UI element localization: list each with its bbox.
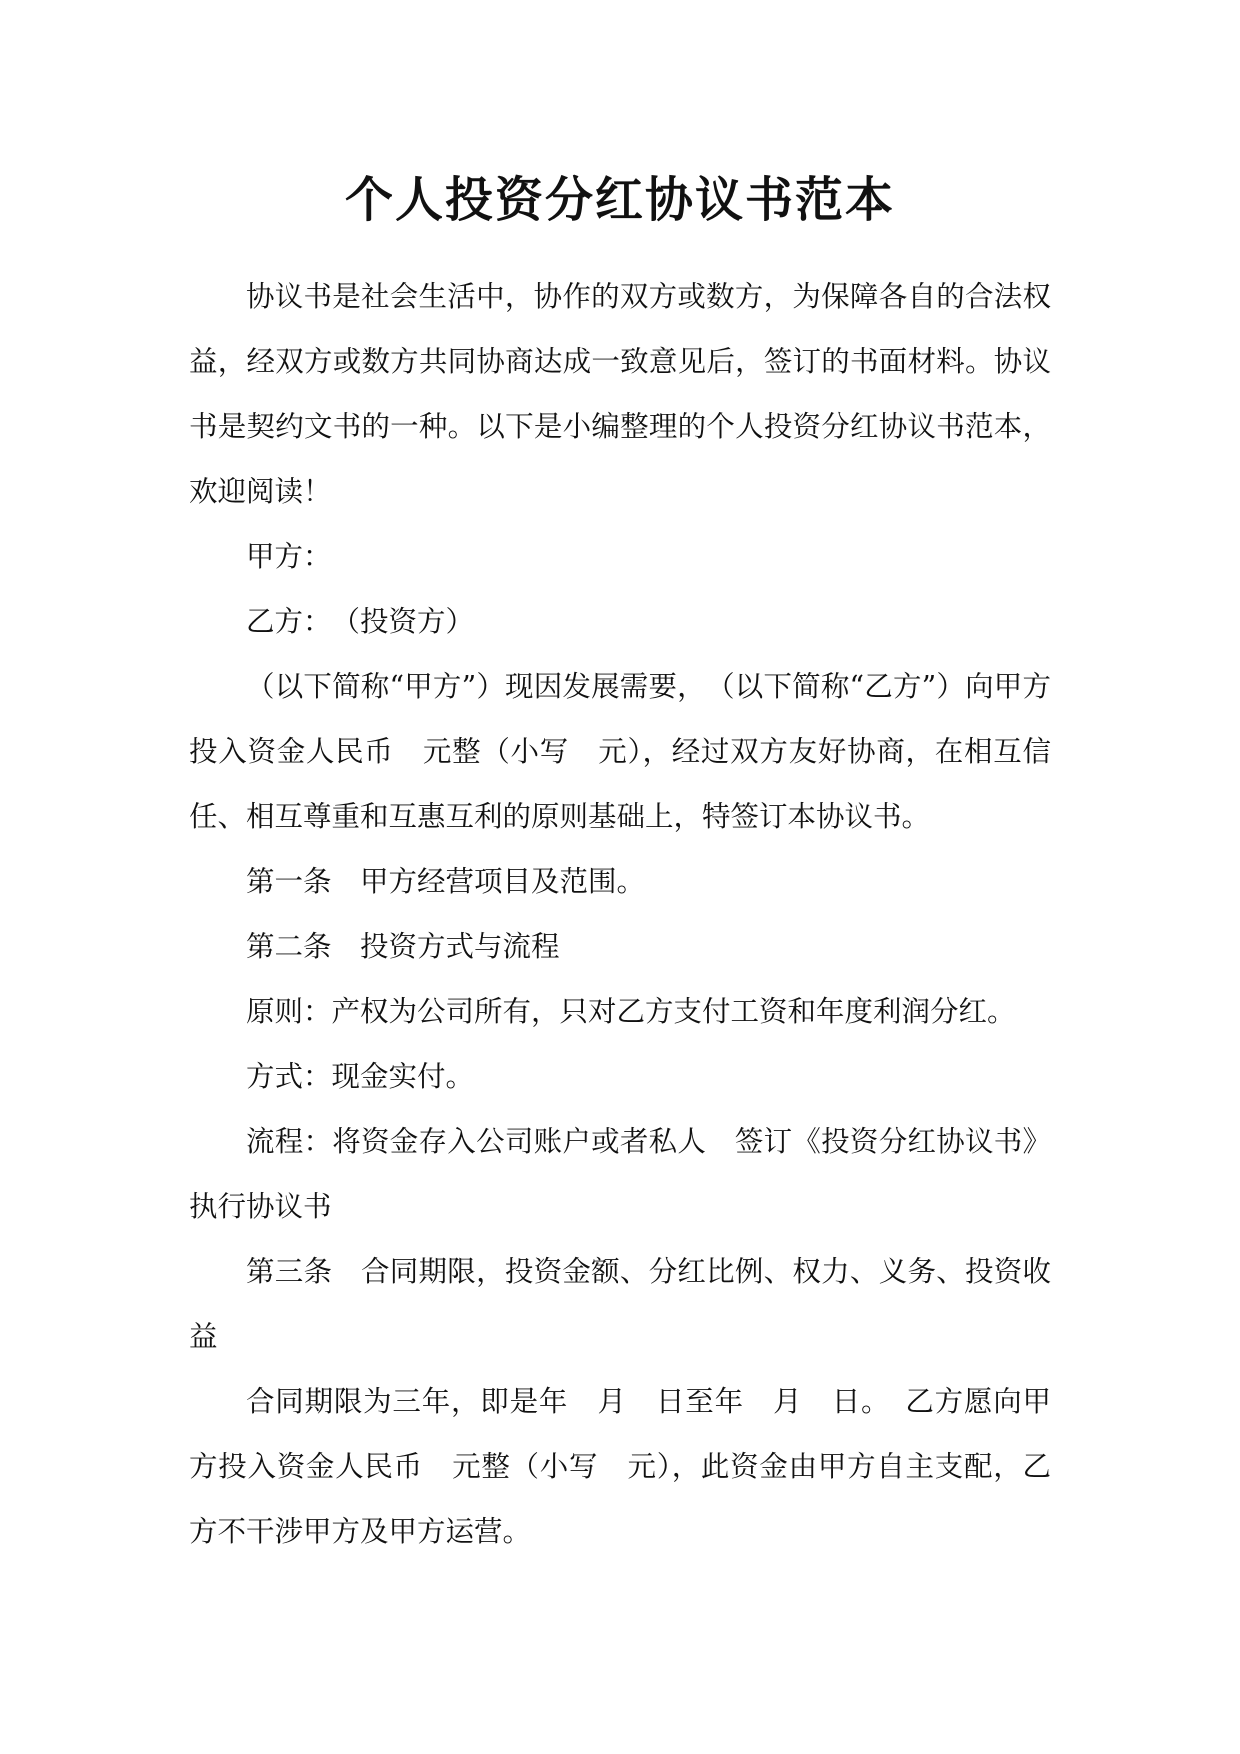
document-body bbox=[189, 264, 1051, 1564]
document-title: 个人投资分红协议书范本 bbox=[344, 172, 895, 228]
paragraph-preamble: （以下简称“甲方”）现因发展需要， （以下简称“乙方”）向甲方投入资金人民币 元整（小写 元），经过双方友好协商，在相互信任、相互尊重和互惠互利的原则基础上，特签订本协议书。 bbox=[189, 670, 1051, 833]
paragraph-method: 方式：现金实付。 bbox=[246, 1060, 475, 1093]
paragraph-process: 流程：将资金存入公司账户或者私人 签订《投资分红协议书》执行协议书 bbox=[189, 1125, 1051, 1223]
paragraph-article-3: 第三条 合同期限，投资金额、分红比例、权力、义务、投资收益 bbox=[189, 1255, 1051, 1353]
paragraph-principle: 原则：产权为公司所有，只对乙方支付工资和年度利润分红。 bbox=[246, 995, 1016, 1028]
paragraph-party-a: 甲方： bbox=[246, 540, 332, 573]
paragraph-intro: 协议书是社会生活中，协作的双方或数方，为保障各自的合法权益，经双方或数方共同协商达成一致意见后，签订的书面材料。协议书是契约文书的一种。以下是小编整理的个人投资分红协议书范本，欢迎阅读！ bbox=[189, 280, 1051, 508]
paragraph-term: 合同期限为三年，即是年 月 日至年 月 日。 乙方愿向甲方投入资金人民币 元整（小写 元），此资金由甲方自主支配，乙方不干涉甲方及甲方运营。 bbox=[189, 1385, 1051, 1548]
paragraph-article-1: 第一条 甲方经营项目及范围。 bbox=[246, 865, 646, 898]
paragraph-party-b: 乙方： （投资方） bbox=[246, 605, 475, 638]
paragraph-article-2: 第二条 投资方式与流程 bbox=[246, 930, 560, 963]
